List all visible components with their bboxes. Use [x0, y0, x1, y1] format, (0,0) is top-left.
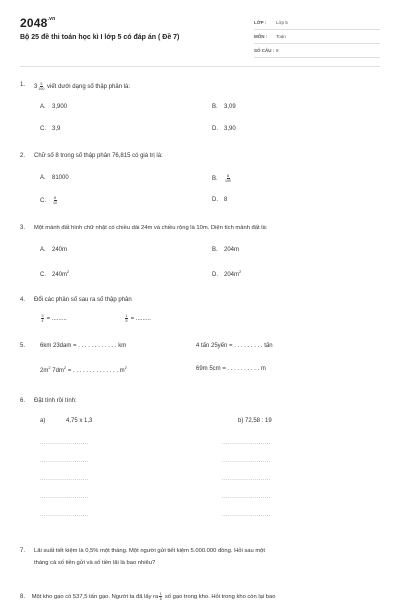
answer-line[interactable]: ........................: [222, 476, 271, 482]
meta-info: [254, 16, 380, 58]
answer-line[interactable]: ........................: [40, 512, 89, 518]
meta-subject: MÔN : Toán: [254, 30, 380, 44]
answer-line[interactable]: ........................: [222, 512, 271, 518]
header-divider: [20, 66, 380, 67]
unit-conversion-3[interactable]: $2m^2$ $7dm^2$ = . . . . . . . . . . . . . . $m^2$: [40, 365, 127, 374]
fraction: $\frac{3}{4}$: [41, 314, 44, 323]
fraction: $\frac{8}{10}$: [53, 196, 57, 205]
option-3b[interactable]: B. 204m: [212, 247, 240, 253]
answer-line[interactable]: ........................: [40, 440, 89, 446]
answer-line[interactable]: ........................: [40, 494, 89, 500]
fraction: $\frac{1}{5}$: [159, 592, 162, 600]
conversion-2[interactable]: $\frac{1}{5}$ = .........: [125, 314, 151, 323]
conversion-1[interactable]: $\frac{3}{4}$ = .........: [41, 314, 67, 323]
meta-class: LỚP : Lớp 5: [254, 16, 380, 30]
answer-line[interactable]: ........................: [222, 458, 271, 464]
answer-line[interactable]: ........................: [40, 476, 89, 482]
option-2b[interactable]: B. $\frac{8}{100}$: [212, 174, 231, 183]
worksheet-page: $2048^{.vn}$ Bộ 25 đề thi toán học kì I lớp 5 có đáp án ( Đề 7) LỚP : Lớp 5 MÔN : Toán SỐ CÂU : 8 1. 3 $\frac{9}{100}$ viết dưới dạng số thập phân là: A. 3,900 B. 3,09 C. 3,9 D. 3,90 2. Chữ số 8 trong số thập phân 76,815 có giá trị là: A. 81000 B. $\frac{8}{100}$ C. $\frac{8}{10}$ D. 8 3. Một mảnh đất hình chữ nhật có chiều dài 24m và chiều rộng là 10m. Diện tích mảnh đất là: A. 240m B. 204m C. $240m^2$ D. $204m^2$ 4. Đổi các phân số sau ra số thập phân $\frac{3}{4}$ = ......... $\frac{1}{5}$ = ......... 5. 6km 23dam = . . . . . . . . . . . . km 4 tấn 25yến = . . . . . . . . . tấn $2m^2$ $7dm^2$ = . . . . . . . . . . . . . . $m^2$ 69m 5cm = . . . . . . . . . . m 6. Đặt tính rồi tính: a) 4,75 x 1,3 b) 72,58 : 19 ........................ ........................ ........................ ........................ ........................ ........................ ........................ ........................ ........................ ........................ 7. Lãi suất tiết kiệm là 0,5% một tháng. Một người gửi tiết kiệm 5.000.000 đồng. Hỏi sau một tháng cả số tiền gửi và số tiền lãi là bao nhiêu? 8. Một kho gạo có 537,5 tấn gạo. Người ta đã lấy ra $\frac{1}{5}$ số gạo trong kho. Hỏi trong kho còn lại bao: [0, 0, 400, 600]
option-3c[interactable]: C. $240m^2$: [40, 269, 70, 278]
question-8: 8. Một kho gạo có 537,5 tấn gạo. Người ta đã lấy ra $\frac{1}{5}$ số gạo trong kho. Hỏi trong kho còn lại bao: [20, 592, 276, 600]
site-logo[interactable]: $2048^{.vn}$: [20, 16, 56, 30]
fraction: $\frac{9}{100}$: [38, 82, 45, 91]
document-title: Bộ 25 đề thi toán học kì I lớp 5 có đáp án ( Đề 7): [20, 34, 180, 41]
unit-conversion-4[interactable]: 69m 5cm = . . . . . . . . . . m: [196, 366, 266, 372]
option-1b[interactable]: B. 3,09: [212, 104, 236, 110]
answer-line[interactable]: ........................: [222, 440, 271, 446]
option-3a[interactable]: A. 240m: [40, 247, 68, 253]
question-1-text: 3 $\frac{9}{100}$ viết dưới dạng số thập phân là:: [34, 82, 131, 91]
answer-line[interactable]: ........................: [40, 458, 89, 464]
option-1c[interactable]: C. 3,9: [40, 126, 61, 132]
calc-a-expression: 4,75 x 1,3: [66, 418, 93, 424]
fraction: $\frac{1}{5}$: [125, 314, 128, 323]
option-1a[interactable]: A. 3,900: [40, 104, 68, 110]
unit-conversion-1[interactable]: 6km 23dam = . . . . . . . . . . . . km: [40, 343, 127, 349]
option-3d[interactable]: D. $204m^2$: [212, 269, 242, 278]
option-1d[interactable]: D. 3,90: [212, 126, 236, 132]
option-2c[interactable]: C. $\frac{8}{10}$: [40, 196, 57, 205]
calc-a-label: a): [40, 418, 46, 424]
unit-conversion-2[interactable]: 4 tấn 25yến = . . . . . . . . . tấn: [196, 343, 273, 349]
option-2a[interactable]: A. 81000: [40, 175, 69, 181]
meta-count: SỐ CÂU : 8: [254, 44, 380, 58]
fraction: $\frac{8}{100}$: [225, 174, 231, 183]
option-2d[interactable]: D. 8: [212, 197, 228, 203]
answer-line[interactable]: ........................: [222, 494, 271, 500]
calc-b-label: b) 72,58 : 19: [238, 418, 272, 424]
header: [20, 16, 380, 64]
